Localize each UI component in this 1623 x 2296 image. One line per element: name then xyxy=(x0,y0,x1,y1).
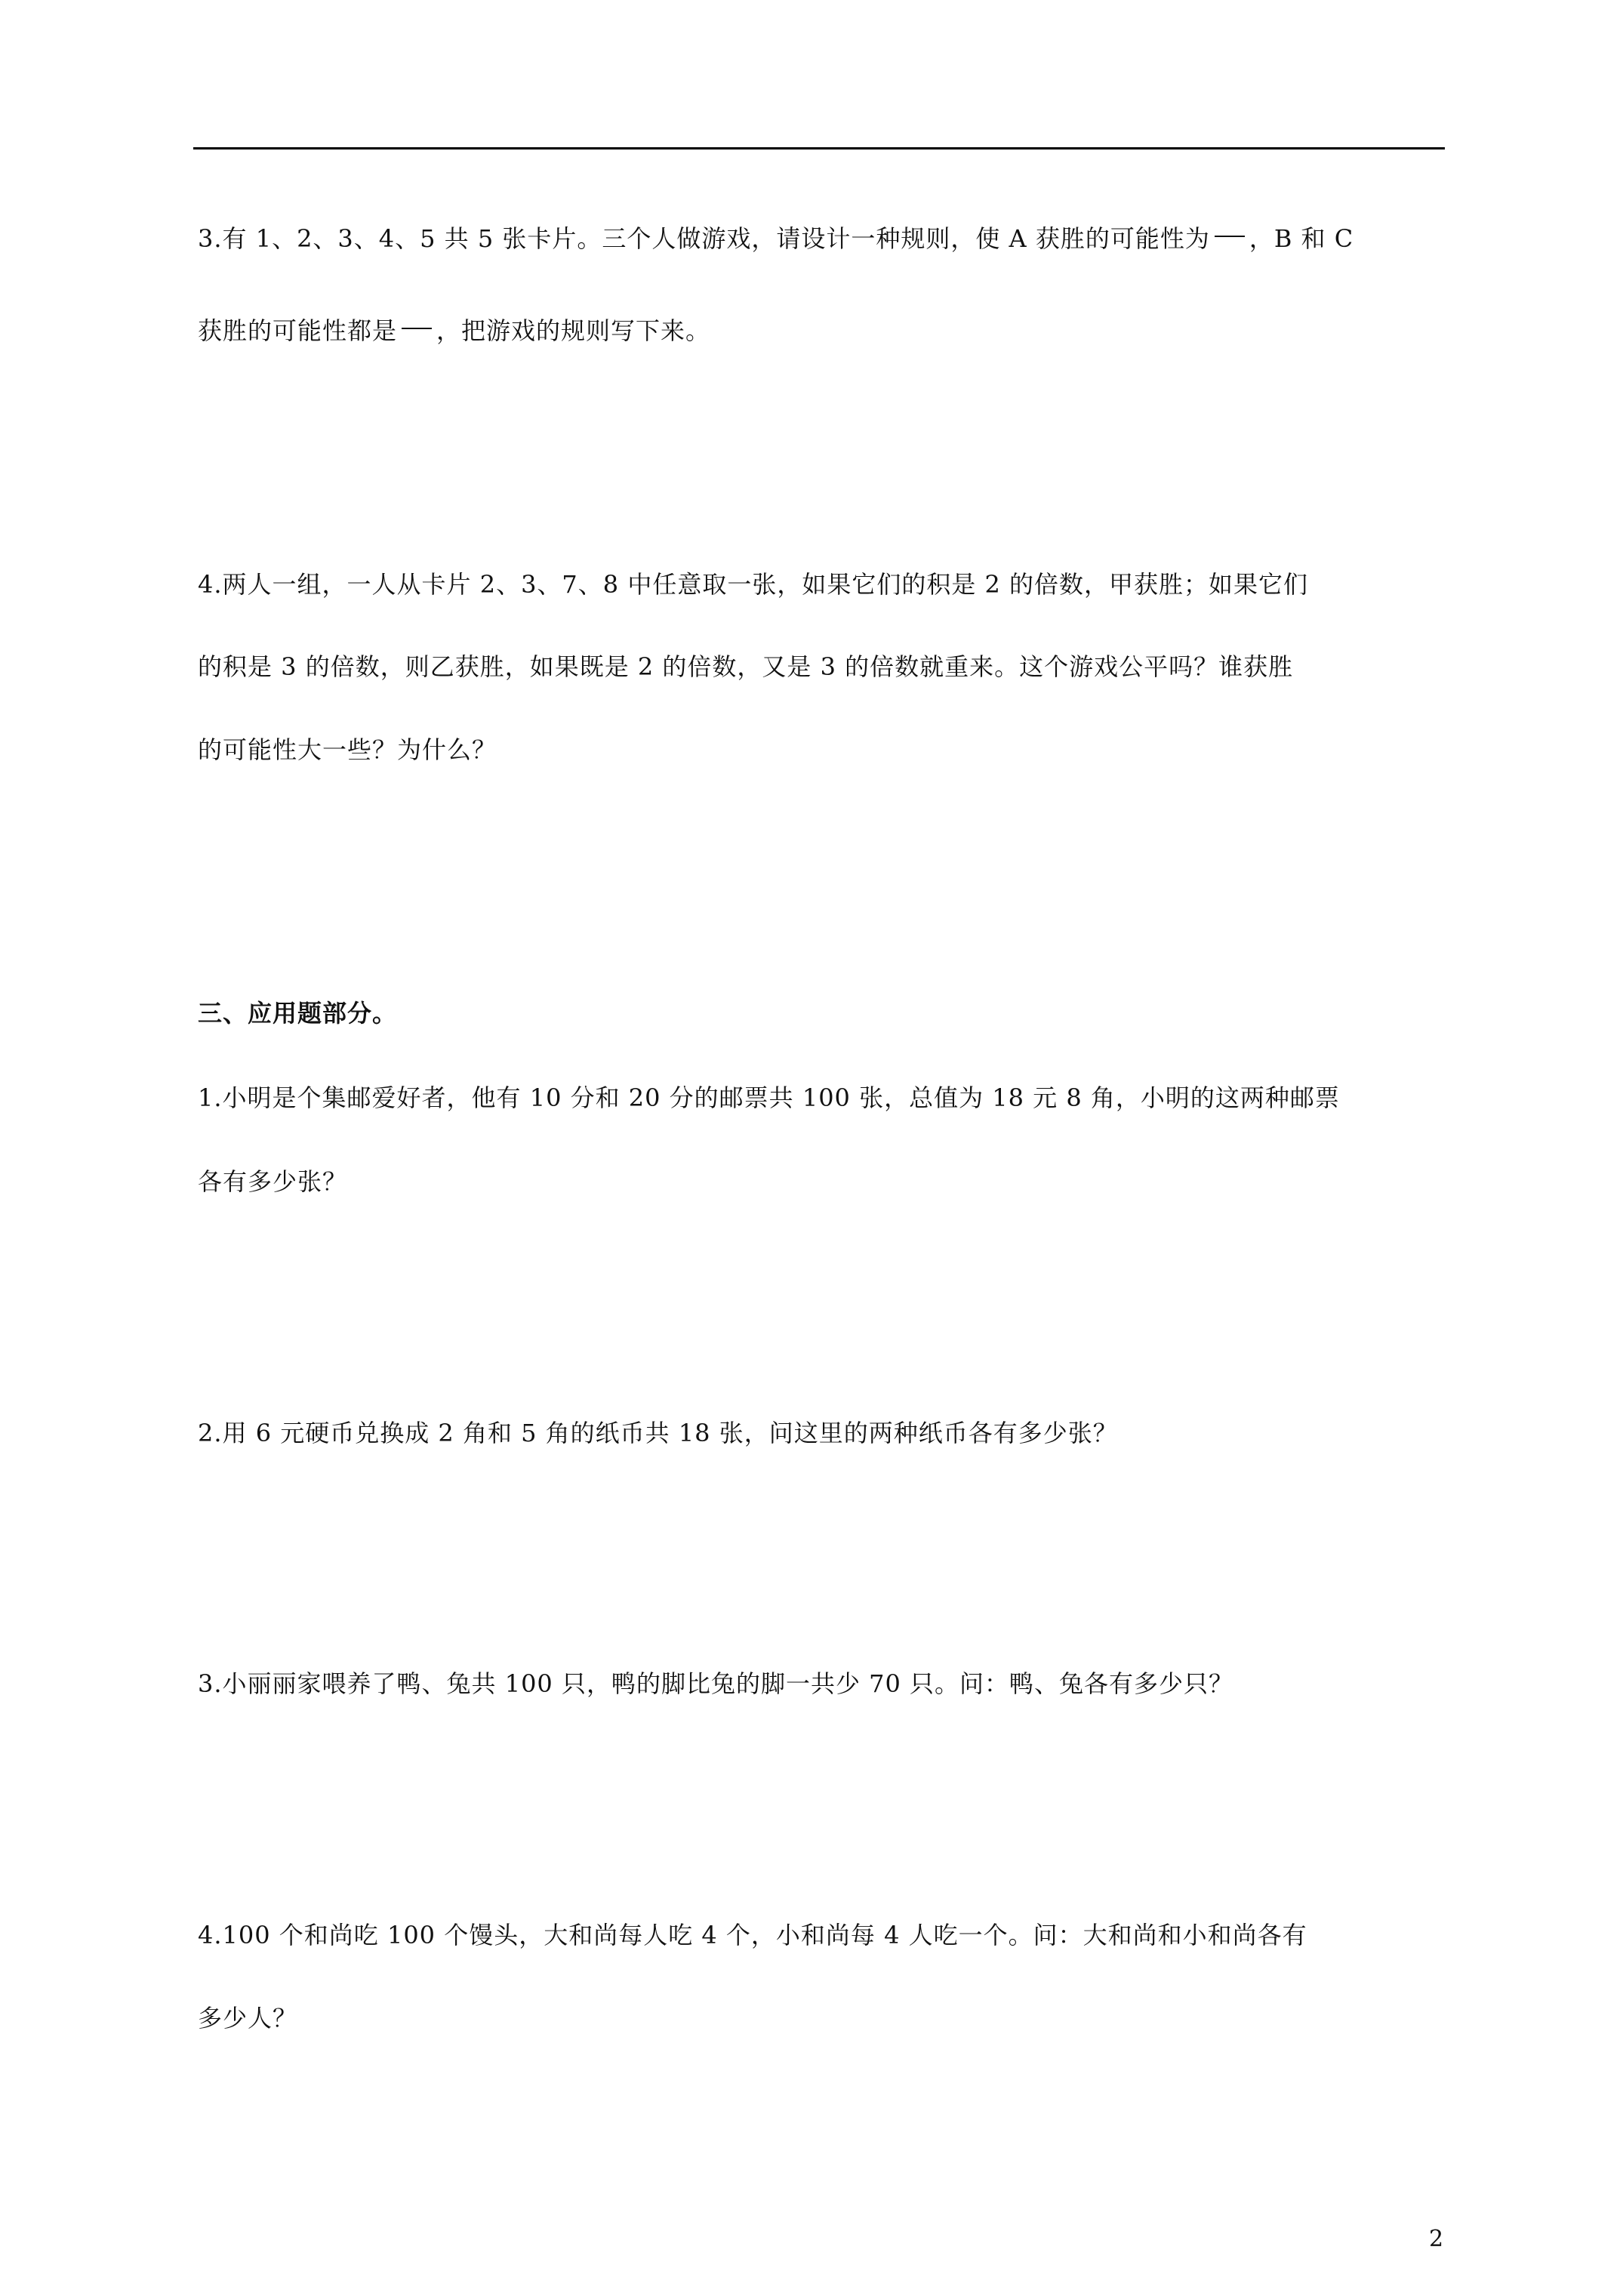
section-3-heading: 三、应用题部分。 xyxy=(198,999,398,1028)
problem-3-text-a: 3.有 1、2、3、4、5 共 5 张卡片。三个人做游戏，请设计一种规则，使 A 获胜的可能性为 xyxy=(198,224,1210,253)
problem-3-text-d: ，把游戏的规则写下来。 xyxy=(436,316,711,345)
app-problem-3: 3.小丽丽家喂养了鸭、兔共 100 只，鸭的脚比兔的脚一共少 70 只。问：鸭、兔各有多少只？ xyxy=(198,1669,1234,1698)
app-problem-1-line-2: 各有多少张？ xyxy=(198,1167,348,1196)
problem-4-line-2: 的积是 3 的倍数，则乙获胜，如果既是 2 的倍数，又是 3 的倍数就重来。这个游戏公平吗？谁获胜 xyxy=(198,652,1294,681)
page-number: 2 xyxy=(1429,2226,1444,2252)
fraction-blank xyxy=(1215,236,1245,237)
app-problem-4-line-2: 多少人？ xyxy=(198,2004,298,2032)
app-problem-2: 2.用 6 元硬币兑换成 2 角和 5 角的纸币共 18 张，问这里的两种纸币各有多少张？ xyxy=(198,1419,1118,1447)
problem-4-line-1: 4.两人一组，一人从卡片 2、3、7、8 中任意取一张，如果它们的积是 2 的倍数，甲获胜；如果它们 xyxy=(198,570,1309,599)
problem-3-line-1 xyxy=(198,223,1354,254)
header-rule xyxy=(193,147,1445,149)
app-problem-1-line-1: 1.小明是个集邮爱好者，他有 10 分和 20 分的邮票共 100 张，总值为 18 元 8 角，小明的这两种邮票 xyxy=(198,1083,1340,1112)
app-problem-4-line-1: 4.100 个和尚吃 100 个馒头，大和尚每人吃 4 个，小和尚每 4 人吃一个。问：大和尚和小和尚各有 xyxy=(198,1921,1307,1949)
fraction-blank xyxy=(402,328,432,329)
problem-3-text-b: ，B 和 C xyxy=(1249,224,1354,253)
problem-4-line-3: 的可能性大一些？为什么？ xyxy=(198,735,497,764)
problem-3-text-c: 获胜的可能性都是 xyxy=(198,316,398,345)
problem-3-line-2 xyxy=(198,316,710,346)
